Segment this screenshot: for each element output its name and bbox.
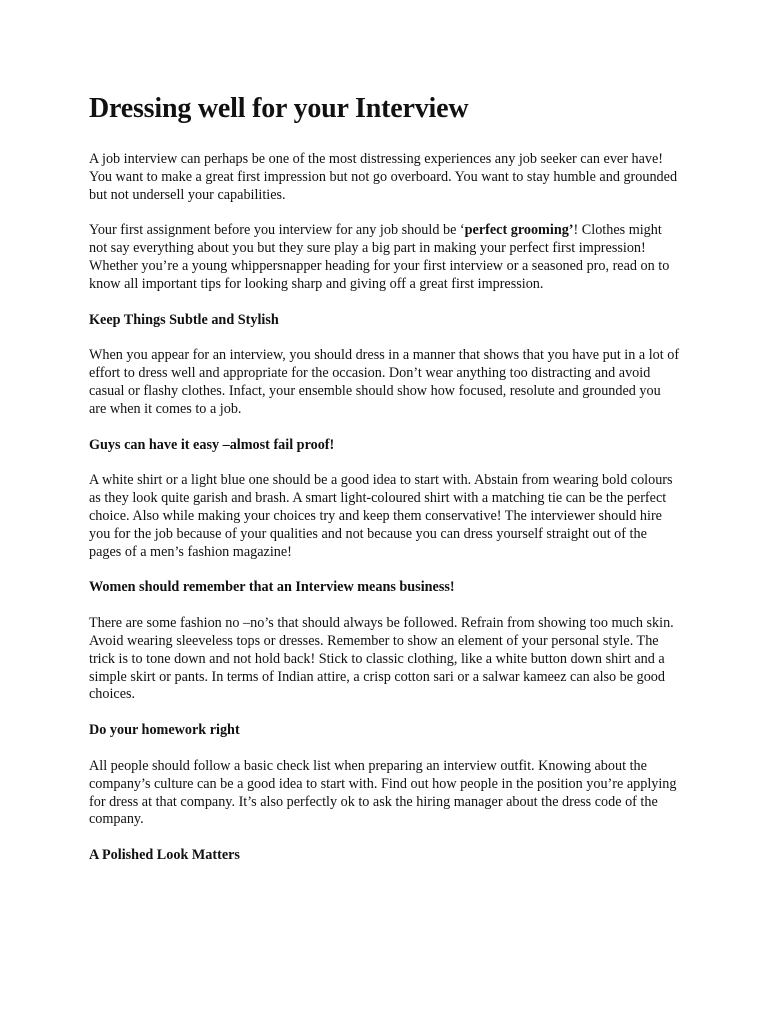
heading-guys: Guys can have it easy –almost fail proof! <box>89 436 335 453</box>
document-title: Dressing well for your Interview <box>89 93 469 124</box>
homework-paragraph: All people should follow a basic check list when preparing an interview outfit. Knowing about the company’s culture can be a good idea to start with. Find out how people in the position you’re applying for dress at that company. It’s also perfectly ok to ask the hiring manager about the dress code of the company. <box>89 757 677 828</box>
heading-subtle-stylish: Keep Things Subtle and Stylish <box>89 311 279 328</box>
grooming-text-start: Your first assignment before you interview for any job should be ‘ <box>89 222 465 239</box>
heading-polished-look: A Polished Look Matters <box>89 847 240 864</box>
intro-paragraph: A job interview can perhaps be one of the most distressing experiences any job seeker can ever have! You want to make a great first impression but not go overboard. You want to stay humble and grounded but not undersell your capabilities. <box>89 151 678 203</box>
grooming-paragraph <box>89 222 680 293</box>
heading-women: Women should remember that an Interview means business! <box>89 579 455 596</box>
grooming-emphasis: perfect grooming’ <box>464 222 574 239</box>
guys-paragraph: A white shirt or a light blue one should be a good idea to start with. Abstain from wearing bold colours as they look quite garish and brash. A smart light-coloured shirt with a matching tie can be the perfect choice. Also while making your choices try and keep them conservative! The interviewer should hire you for the job because of your qualities and not because you can dress yourself straight out of the pages of a men’s fashion magazine! <box>89 472 673 560</box>
women-paragraph: There are some fashion no –no’s that should always be followed. Refrain from showing too much skin. Avoid wearing sleeveless tops or dresses. Remember to show an element of your personal style. The trick is to tone down and not hold back! Stick to classic clothing, like a white button down shirt and a simple skirt or pants. In terms of Indian attire, a crisp cotton sari or a salwar kameez can also be good choices. <box>89 615 674 703</box>
grooming-text-end: ! Clothes might not say everything about you but they sure play a big part in making your perfect first impression! Whether you’re a young whippersnapper heading for your first interview or a seasoned pro, read on to know all important tips for looking sharp and giving off a great first impression. <box>89 222 670 292</box>
subtle-stylish-paragraph: When you appear for an interview, you should dress in a manner that shows that you have put in a lot of effort to dress well and appropriate for the occasion. Don’t wear anything too distracting and avoid casual or flashy clothes. Infact, your ensemble should show how focused, resolute and grounded you are when it comes to a job. <box>89 347 680 417</box>
heading-homework: Do your homework right <box>89 722 240 739</box>
